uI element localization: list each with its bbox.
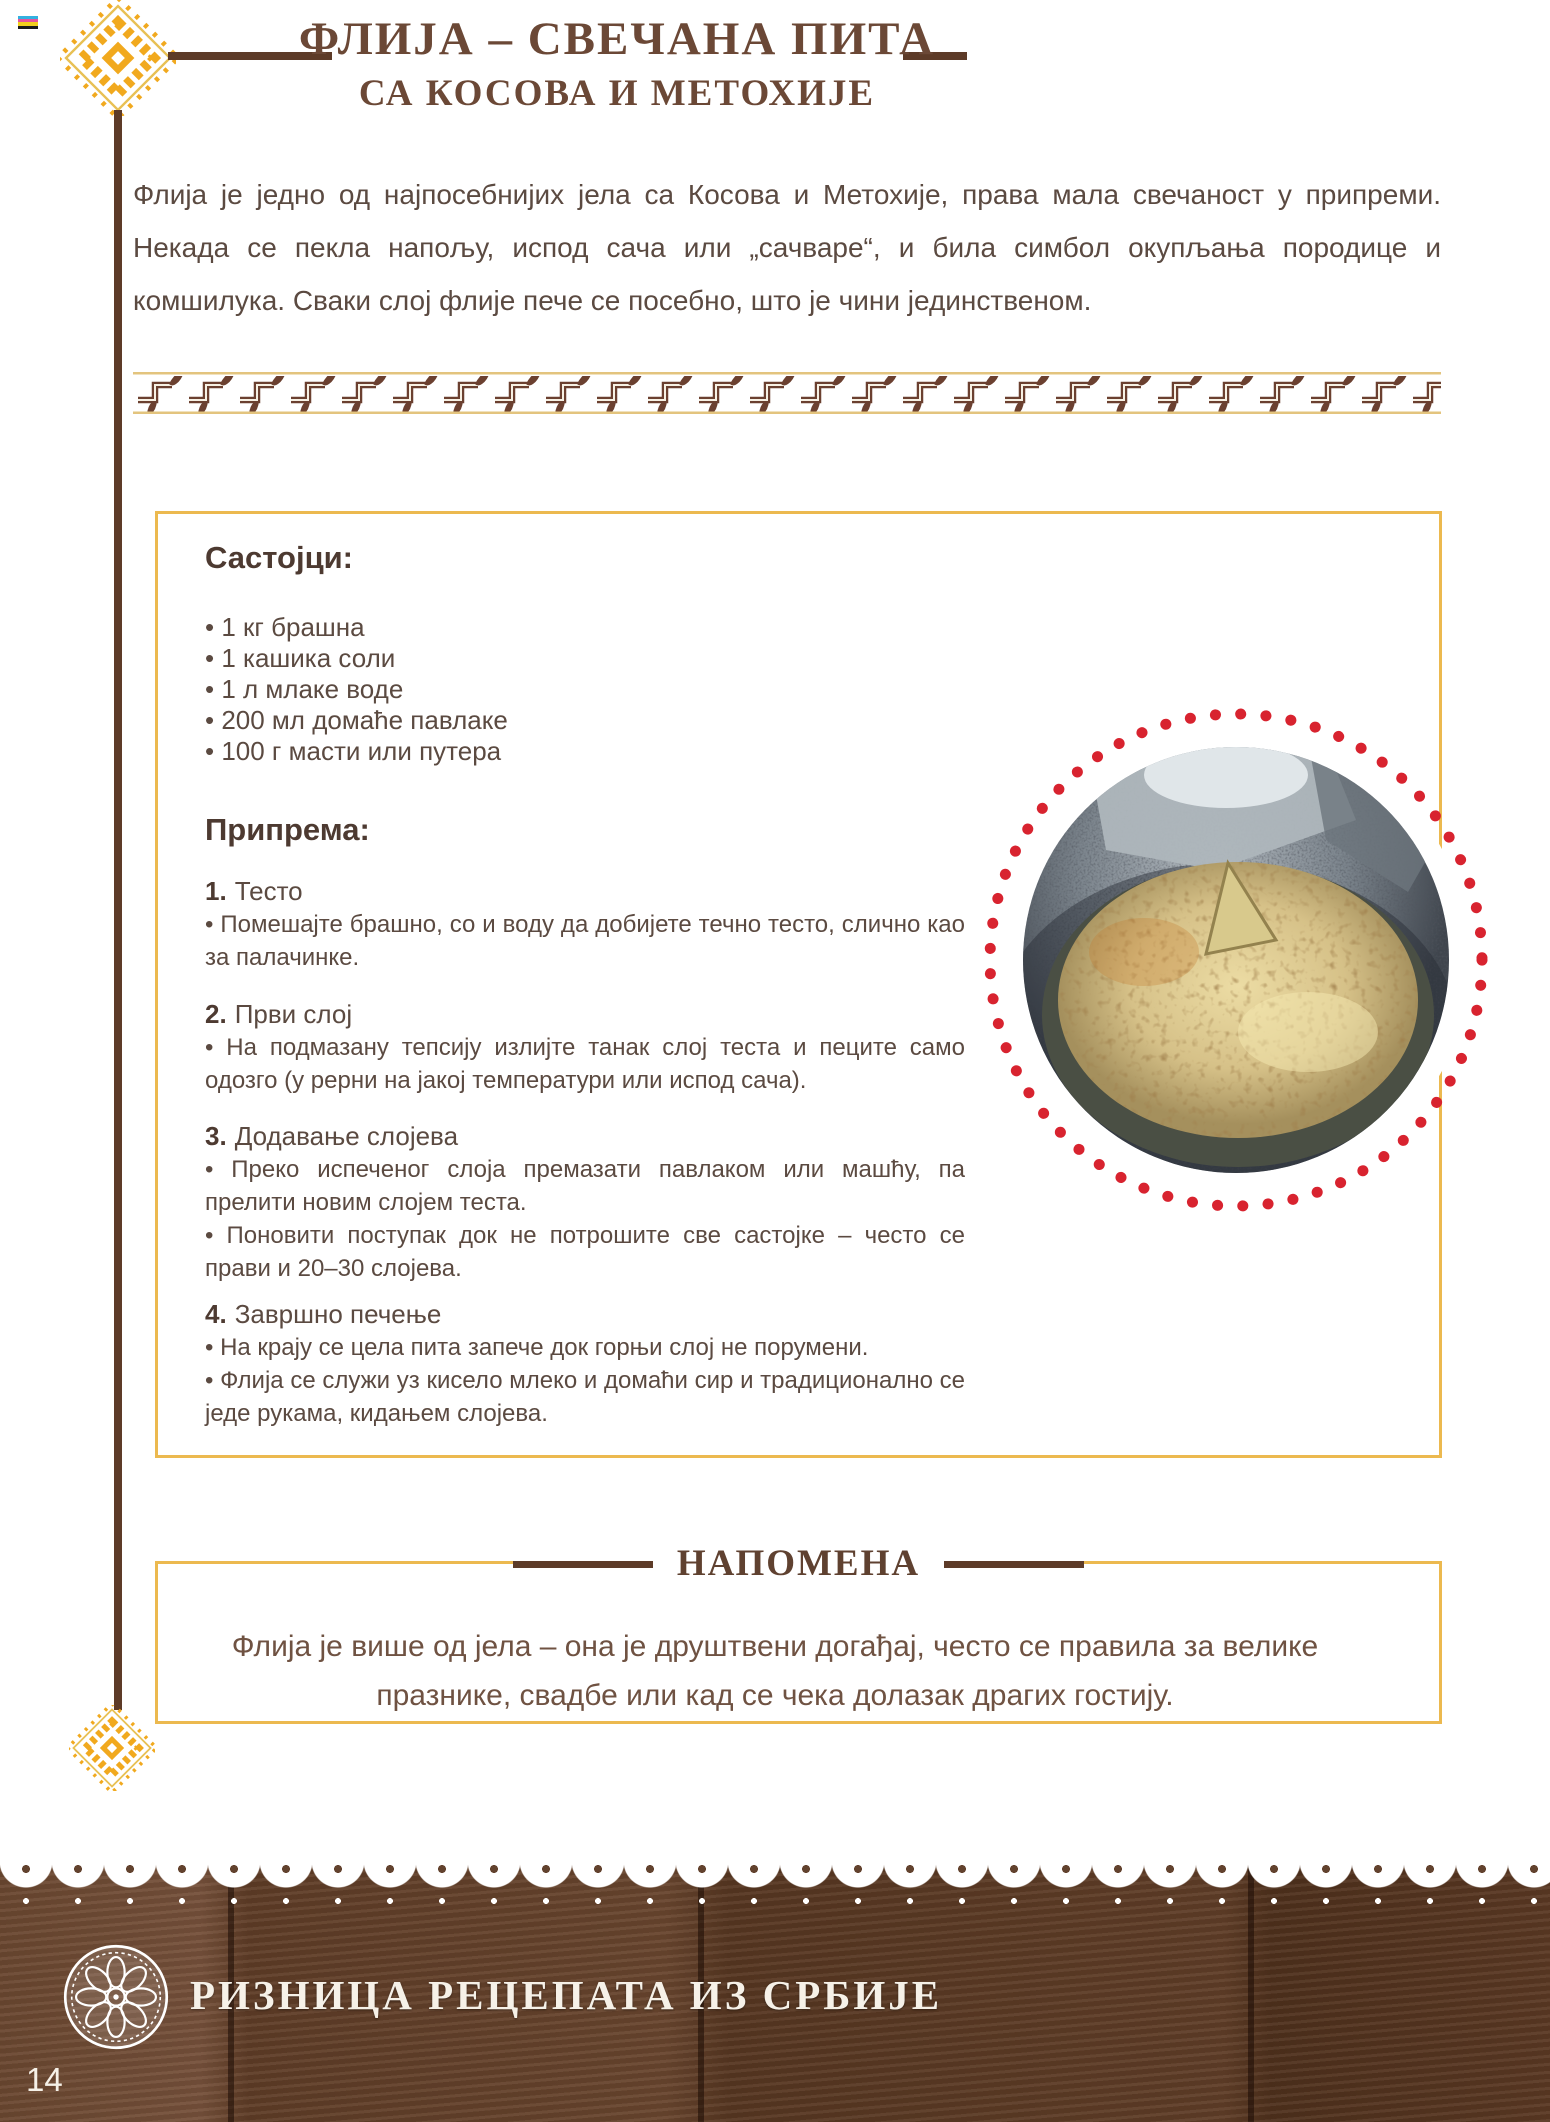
step-text: • Поновити поступак док не потрошите све састојке – често се прави и 20–30 слојева.	[205, 1222, 965, 1282]
step-title: 4. Завршно печење	[205, 1299, 442, 1329]
note-heading: НАПОМЕНА	[653, 1542, 944, 1586]
step-text: • На подмазану тепсију излијте танак слој теста и пеците само одозго (у рерни на јакој температури или испод сача).	[205, 1034, 965, 1094]
preparation-step	[205, 874, 965, 974]
intro-paragraph: Флија је једно од најпосебнијих јела са Косова и Метохије, права мала свечаност у припреми. Некада се пекла напољу, испод сача или „сачваре“, и била симбол окупљања породице и комшилука. Сваки слој флије пече се посебно, што је чини јединственом.	[133, 179, 1441, 316]
ingredients-list	[205, 612, 905, 767]
preparation-step	[205, 1119, 965, 1285]
frame-line-vertical	[114, 110, 122, 1710]
step-title: 2. Први слој	[205, 999, 353, 1029]
step-text: • Флија се служи уз кисело млеко и домаћи сир и традиционално се једе рукама, кидањем слојева.	[205, 1367, 965, 1427]
note-text: Флија је више од јела – она је друштвени догађај, често се правила за велике празнике, свадбе или кад се чека долазак драгих гостију.	[231, 1630, 1319, 1712]
ingredients-heading: Састојци:	[205, 540, 354, 575]
note-rule-left	[513, 1561, 653, 1568]
footer-series-title: РИЗНИЦА РЕЦЕПАТА ИЗ СРБИЈЕ	[190, 1972, 943, 2018]
step-text: • На крају се цела пита запече док горњи слој не порумени.	[205, 1334, 869, 1361]
ingredient-item: • 100 г масти или путера	[205, 736, 502, 766]
note-heading-row	[158, 1542, 1439, 1586]
page-subtitle: СА КОСОВА И МЕТОХИЈЕ	[358, 72, 876, 114]
footer-logo-icon	[62, 1943, 170, 2051]
section-divider	[133, 372, 1441, 414]
corner-ornament-bottom-icon	[69, 1705, 155, 1791]
preparation-step	[205, 1297, 965, 1430]
step-text: • Помешајте брашно, со и воду да добијете течно тесто, слично као за палачинке.	[205, 911, 965, 971]
ingredient-item: • 1 л млаке воде	[205, 674, 404, 704]
step-title: 1. Тесто	[205, 876, 303, 906]
footer	[0, 1853, 1550, 2122]
preparation-heading: Припрема:	[205, 812, 370, 847]
page-title: ФЛИЈА – СВЕЧАНА ПИТА	[298, 13, 936, 65]
dish-photo	[976, 700, 1496, 1220]
step-text: • Преко испеченог слоја премазати павлаком или машћу, па прелити новим слојем теста.	[205, 1156, 965, 1216]
lace-border	[0, 1853, 1550, 1907]
step-title: 3. Додавање слојева	[205, 1121, 459, 1151]
ingredient-item: • 200 мл домаће павлаке	[205, 705, 508, 735]
ingredient-item: • 1 кг брашна	[205, 612, 365, 642]
preparation-step	[205, 997, 965, 1097]
note-rule-right	[944, 1561, 1084, 1568]
ingredient-item: • 1 кашика соли	[205, 643, 396, 673]
page-number: 14	[26, 2061, 63, 2098]
page-title-block	[0, 14, 1234, 114]
